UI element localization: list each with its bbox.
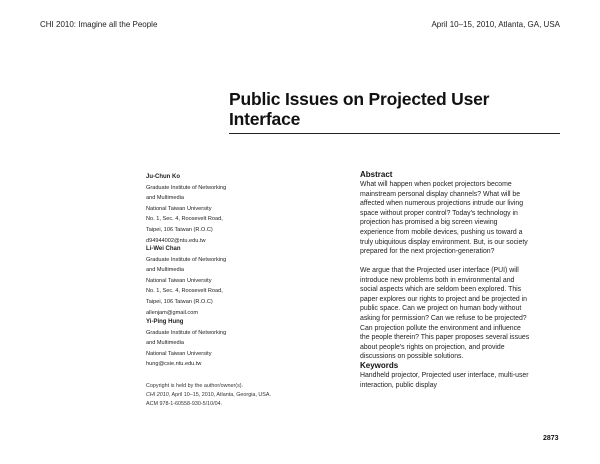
paper-title-line-2: Interface: [229, 109, 301, 129]
author-block-1: [146, 172, 321, 246]
keywords-heading: Keywords: [360, 361, 399, 370]
keywords-text-line: Handheld projector, Projected user interface, multi-user: [360, 372, 529, 379]
abstract-text-line: projection has promised a big screen viewing: [360, 219, 498, 227]
author-affiliation-line: and Multimedia: [146, 195, 184, 202]
author-affiliation-line: National Taiwan University: [146, 205, 212, 212]
abstract-paragraph-1: [360, 180, 560, 257]
abstract-text-line: truly ubiquitous display environment. But, is our society: [360, 238, 528, 246]
abstract-text-line: affected when numerous projections intrude our living: [360, 200, 524, 208]
abstract-text-line: What will happen when pocket projectors become: [360, 181, 512, 188]
abstract-text-line: mainstream personal display channels? What will be: [360, 190, 521, 198]
author-affiliation-line: and Multimedia: [146, 340, 184, 347]
abstract-text-line: We argue that the Projected user interface (PUI) will: [360, 267, 519, 274]
abstract-text-line: social aspects which are seldom been explored. This: [360, 286, 522, 294]
author-affiliation-line: National Taiwan University: [146, 350, 212, 357]
copyright-isbn: ACM 978-1-60558-930-5/10/04.: [146, 401, 223, 407]
copyright-notice: [146, 382, 346, 409]
author-address-line: Taipei, 106 Taiwan (R.O.C): [146, 298, 213, 305]
author-address-line: Taipei, 106 Taiwan (R.O.C): [146, 226, 213, 233]
copyright-conference-line: [146, 391, 346, 400]
copyright-conference-details: , April 10–15, 2010, Atlanta, Georgia, USA.: [168, 392, 271, 398]
abstract-text-line: asking for permission? Can we refuse to be projected?: [360, 314, 527, 322]
author-address-line: No. 1, Sec. 4, Roosevelt Road,: [146, 288, 223, 295]
author-block-2: [146, 244, 321, 318]
author-affiliation-line: Graduate Institute of Networking: [146, 329, 227, 336]
running-header-date: April 10–15, 2010, Atlanta, GA, USA: [431, 20, 560, 29]
abstract-text-line: Can projection pollute the environment and influence: [360, 324, 521, 332]
copyright-line: Copyright is held by the author/owner(s).: [146, 383, 244, 389]
abstract-text-line: prepared for the next projection-generation?: [360, 248, 495, 256]
author-affiliation-line: National Taiwan University: [146, 277, 212, 284]
author-email: hung@csie.ntu.edu.tw: [146, 361, 202, 368]
paper-title: [229, 89, 549, 129]
author-email: d94944002@ntu.edu.tw: [146, 237, 206, 244]
abstract-paragraph-2: [360, 266, 560, 362]
keywords-list: [360, 371, 560, 390]
author-affiliation-line: Graduate Institute of Networking: [146, 184, 227, 191]
author-affiliation-line: Graduate Institute of Networking: [146, 256, 227, 263]
paper-title-line-1: Public Issues on Projected User: [229, 89, 490, 109]
abstract-text-line: about people's rights on projection, and provide: [360, 343, 505, 351]
author-name: Yi-Ping Hung: [146, 319, 184, 325]
author-address-line: No. 1, Sec. 4, Roosevelt Road,: [146, 216, 223, 223]
abstract-heading: Abstract: [360, 170, 393, 179]
author-affiliation-line: and Multimedia: [146, 267, 184, 274]
abstract-text-line: space without proper control? Today's technology in: [360, 209, 518, 217]
running-header-conference: CHI 2010: Imagine all the People: [40, 20, 158, 29]
abstract-text-line: experience from mobile devices, pushing us toward a: [360, 228, 523, 236]
abstract-text-line: discussions on possible solutions.: [360, 353, 464, 361]
author-name: Ju-Chun Ko: [146, 174, 180, 180]
abstract-text-line: the people therein? This paper proposes several issues: [360, 334, 530, 342]
author-name: Li-Wei Chan: [146, 246, 181, 252]
abstract-text-line: public space. Can we project on human body without: [360, 305, 522, 313]
copyright-conference-name: CHI 2010: [146, 392, 169, 398]
abstract-text-line: paper explores our rights to project and be projected in: [360, 295, 528, 303]
keywords-text-line: interaction, public display: [360, 381, 437, 389]
author-email: allenjam@gmail.com: [146, 309, 198, 316]
abstract-text-line: introduce new problems both in environmental and: [360, 276, 515, 284]
page-number: 2873: [543, 435, 559, 442]
author-block-3: [146, 317, 321, 370]
title-rule-divider: [229, 133, 560, 134]
